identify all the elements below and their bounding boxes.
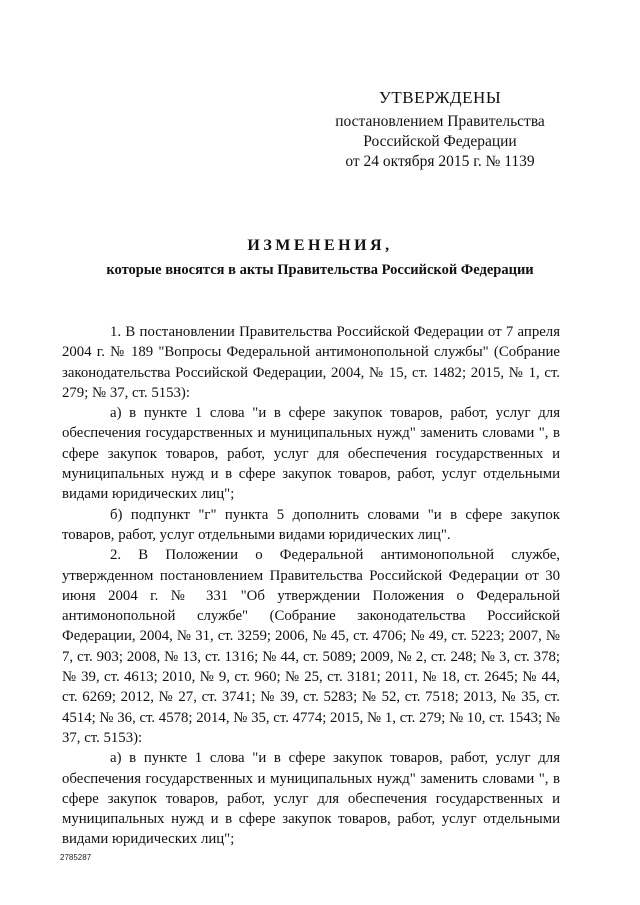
- paragraph-2a: а) в пункте 1 слова "и в сфере закупок товаров, работ, услуг для обеспечения государственных и муниципальных нужд" заменить словами ", в сфере закупок товаров, работ, услуг для обеспечения государственных и муниципальных нужд и в сфере закупок товаров, работ, услуг отдельными видами юридических лиц";: [62, 750, 560, 848]
- paragraph-1b: б) подпункт "г" пункта 5 дополнить словами "и в сфере закупок товаров, работ, услуг отдельными видами юридических лиц".: [62, 506, 560, 543]
- document-code: 2785287: [60, 853, 92, 862]
- document-subtitle: которые вносятся в акты Правительства Российской Федерации: [106, 262, 534, 278]
- approval-head: УТВЕРЖДЕНЫ: [378, 88, 502, 107]
- approval-line-3: от 24 октября 2015 г. № 1139: [345, 153, 535, 170]
- approval-line-2: Российской Федерации: [363, 133, 517, 150]
- document-body: [62, 322, 560, 850]
- paragraph-1: 1. В постановлении Правительства Российской Федерации от 7 апреля 2004 г. № 189 "Вопросы Федеральной антимонопольной службы" (Собрание законодательства Российской Федерации, 2004, № 15, ст. 1482; 2015, № 1, ст. 279; № 37, ст. 5153):: [62, 324, 560, 401]
- paragraph-1a: а) в пункте 1 слова "и в сфере закупок товаров, работ, услуг для обеспечения государственных и муниципальных нужд" заменить словами ", в сфере закупок товаров, работ, услуг для обеспечения государственных и муниципальных нужд и в сфере закупок товаров, работ, услуг отдельными видами юридических лиц";: [62, 405, 560, 503]
- document-title: ИЗМЕНЕНИЯ,: [247, 237, 393, 254]
- approval-stamp: [330, 88, 550, 172]
- approval-line-1: постановлением Правительства: [335, 113, 545, 130]
- paragraph-2: 2. В Положении о Федеральной антимонопольной службе, утвержденном постановлением Правительства Российской Федерации от 30 июня 2004 г. № 331 "Об утверждении Положения о Федеральной антимонопольной службе" (Собрание законодательства Российской Федерации, 2004, № 31, ст. 3259; 2006, № 45, ст. 4706; № 49, ст. 5223; 2007, № 7, ст. 903; 2008, № 13, ст. 1316; № 44, ст. 5089; 2009, № 2, ст. 248; № 3, ст. 378; № 39, ст. 4613; 2010, № 9, ст. 960; № 25, ст. 3181; 2011, № 18, ст. 2645; № 44, ст. 6269; 2012, № 27, ст. 3741; № 39, ст. 5283; № 52, ст. 7518; 2013, № 35, ст. 4514; № 36, ст. 4578; 2014, № 35, ст. 4774; 2015, № 1, ст. 279; № 10, ст. 1543; № 37, ст. 5153):: [62, 547, 560, 746]
